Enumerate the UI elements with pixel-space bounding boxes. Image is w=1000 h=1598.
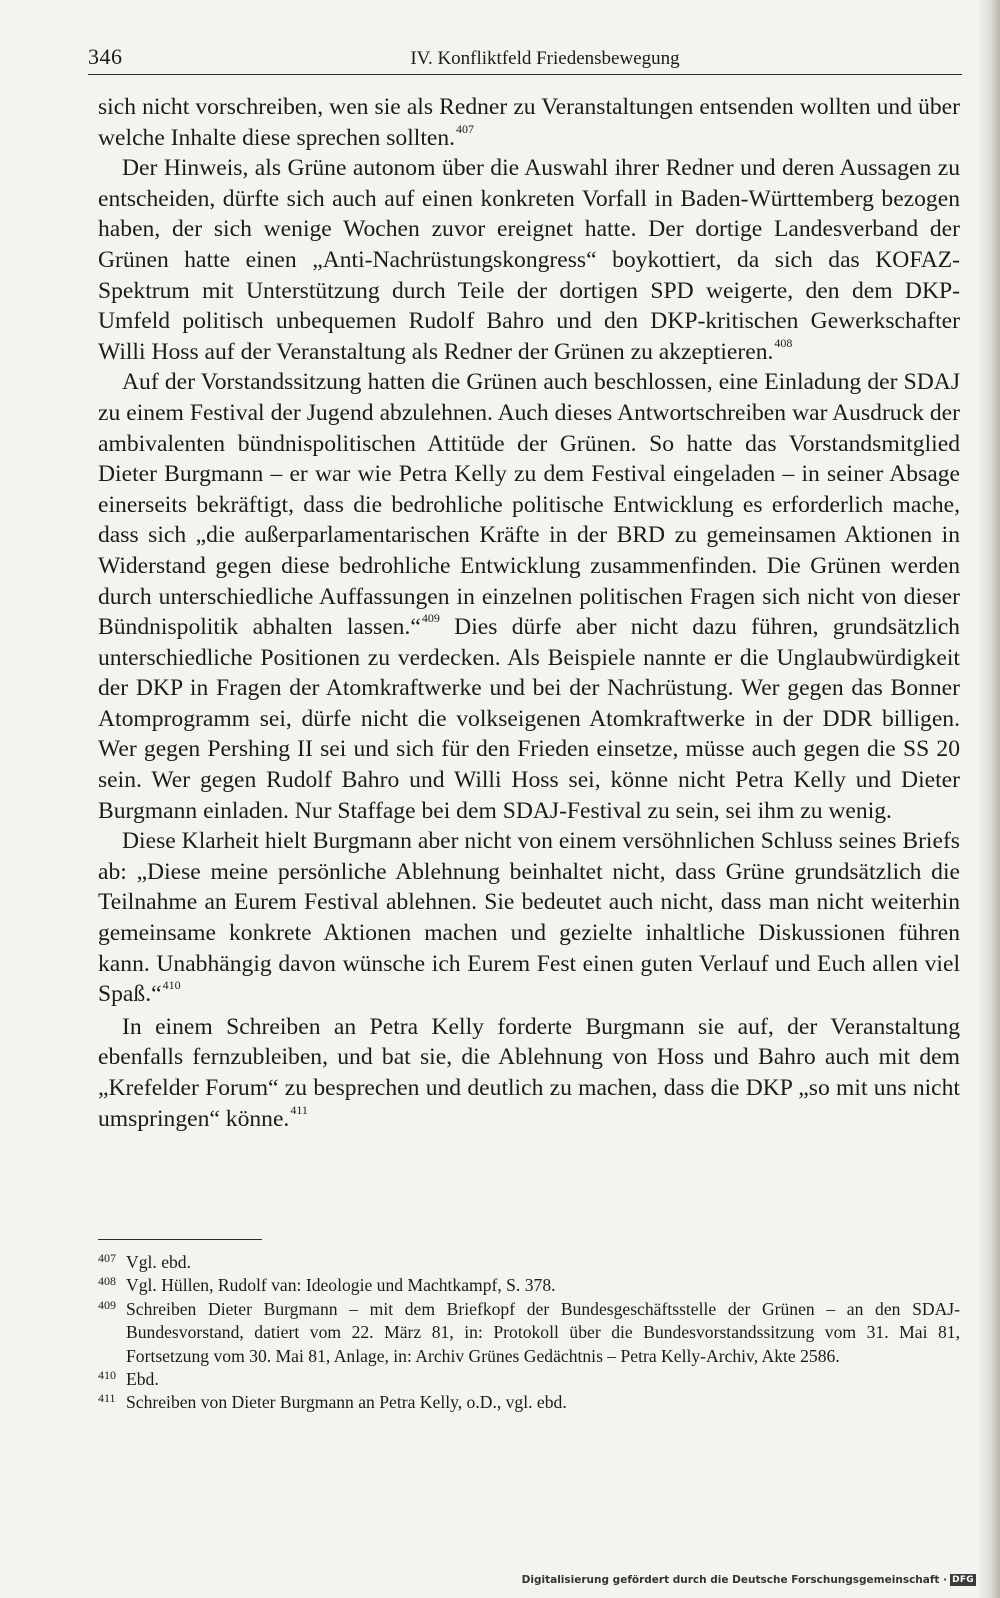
footnotes [98, 1251, 960, 1415]
main-text [98, 92, 960, 1134]
paragraph: In einem Schreiben an Petra Kelly forderte Burgmann sie auf, der Veranstaltung ebenfalls fernzubleiben, und bat sie, die Ablehnung von Hoss und Bahro auch mit dem „Krefelder Forum“ zu besprechen und deutlich zu machen, dass die DKP „so mit uns nicht umspringen“ könne.$^{411}$ [98, 1013, 960, 1132]
paragraph: Der Hinweis, als Grüne autonom über die Auswahl ihrer Redner und deren Aussagen zu entscheiden, dürfte sich auch auf einen konkreten Vorfall in Baden-Württemberg bezogen haben, der sich wenige Wochen zuvor ereignet hatte. Der dortige Landesverband der Grünen hatte einen „Anti-Nachrüstungskongress“ boykottiert, da sich das KOFAZ-Spektrum mit Unterstützung durch Teile der dortigen SPD weigerte, den dem DKP-Umfeld politisch unbequemen Rudolf Bahro und den DKP-kritischen Gewerkschafter Willi Hoss auf der Veranstaltung als Redner der Grünen zu akzeptieren.$^{408}$ [98, 155, 960, 365]
footnote-number: 407 [98, 1251, 116, 1265]
footnote-number: 409 [98, 1297, 116, 1312]
footnote-number: 411 [98, 1391, 116, 1406]
footnote-ref[interactable]: 408 [774, 335, 793, 350]
footnote-ref[interactable]: 410 [162, 978, 181, 993]
paragraph: sich nicht vorschreiben, wen sie als Redner zu Veranstaltungen entsenden wollten und über welche Inhalte diese sprechen sollten.$^{407}$ [98, 94, 960, 151]
footnote: 410 Ebd. [98, 1368, 960, 1391]
footnote-ref[interactable]: 407 [456, 121, 475, 136]
footnote: 408 Vgl. Hüllen, Rudolf van: Ideologie und Machtkampf, S. 378. [98, 1274, 960, 1297]
footnote: 409 Schreiben Dieter Burgmann – mit dem Briefkopf der Bundesgeschäftsstelle der Grünen – an den SDAJ-Bundesvorstand, datiert vom 22. März 81, in: Protokoll über die Bundesvorstandssitzung vom 31. Mai 81, Fortsetzung vom 30. Mai 81, Anlage, in: Archiv Grünes Gedächtnis – Petra Kelly-Archiv, Akte 2586. [98, 1298, 960, 1368]
footnote-ref[interactable]: 409 [421, 611, 440, 626]
footnote-divider [98, 1239, 262, 1240]
footnote-ref[interactable]: 411 [290, 1102, 308, 1117]
digitization-credit [522, 1574, 976, 1586]
page-edge-shadow [978, 0, 1000, 1598]
dfg-logo: DFG [952, 1575, 974, 1585]
running-head: IV. Konfliktfeld Friedensbewegung [410, 48, 680, 69]
paragraph: Diese Klarheit hielt Burgmann aber nicht von einem versöhnlichen Schluss seines Briefs ab: „Diese meine persönliche Ablehnung beinhaltet nicht, dass Grüne grundsätzlich die Teilnahme an Eurem Festival ablehnen. Sie bedeutet auch nicht, dass man nicht weiterhin gemeinsame konkrete Aktionen machen und gezielte inhaltliche Diskussionen führen kann. Unabhängig davon wünsche ich Eurem Fest einen guten Verlauf und Euch allen viel Spaß.“$^{410}$ [98, 828, 960, 1008]
paragraph: Auf der Vorstandssitzung hatten die Grünen auch beschlossen, eine Einladung der SDAJ zu einem Festival der Jugend abzulehnen. Auch dieses Antwortschreiben war Ausdruck der ambivalenten bündnispolitischen Attitüde der Grünen. So hatte das Vorstandsmitglied Dieter Burgmann – er war wie Petra Kelly zu dem Festival eingeladen – in seiner Absage einerseits bekräftigt, dass die bedrohliche politische Entwicklung es erforderlich mache, dass sich „die außerparlamentarischen Kräfte in der BRD zu gemeinsamen Aktionen in Widerstand gegen diese bedrohliche Entwicklung zusammenfinden. Die Grünen werden durch unterschiedliche Auffassungen in einzelnen politischen Fragen sich nicht von dieser Bündnispolitik abhalten lassen.“$^{409}$ Dies dürfe aber nicht dazu führen, grundsätzlich unterschiedliche Positionen zu verdecken. Als Beispiele nannte er die Unglaubwürdigkeit der DKP in Fragen der Atomkraftwerke und bei der Nachrüstung. Wer gegen das Bonner Atomprogramm sei, dürfe nicht die volkseigenen Atomkraftwerke in der DDR billigen. Wer gegen Pershing II sei und sich für den Frieden einsetze, müsse auch gegen die SS 20 sein. Wer gegen Rudolf Bahro und Willi Hoss sei, könne nicht Petra Kelly und Dieter Burgmann einladen. Nur Staffage bei dem SDAJ-Festival zu sein, sei ihm zu wenig. [98, 369, 960, 824]
footnote-number: 408 [98, 1274, 116, 1289]
credit-text: Digitalisierung gefördert durch die Deutsche Forschungsgemeinschaft · [521, 1574, 948, 1586]
footnote-number: 410 [98, 1368, 116, 1383]
page-number: 346 [88, 44, 123, 69]
page-header [88, 44, 962, 75]
footnote: 411 Schreiben von Dieter Burgmann an Petra Kelly, o.D., vgl. ebd. [98, 1391, 960, 1414]
footnote: 407 Vgl. ebd. [98, 1251, 960, 1274]
